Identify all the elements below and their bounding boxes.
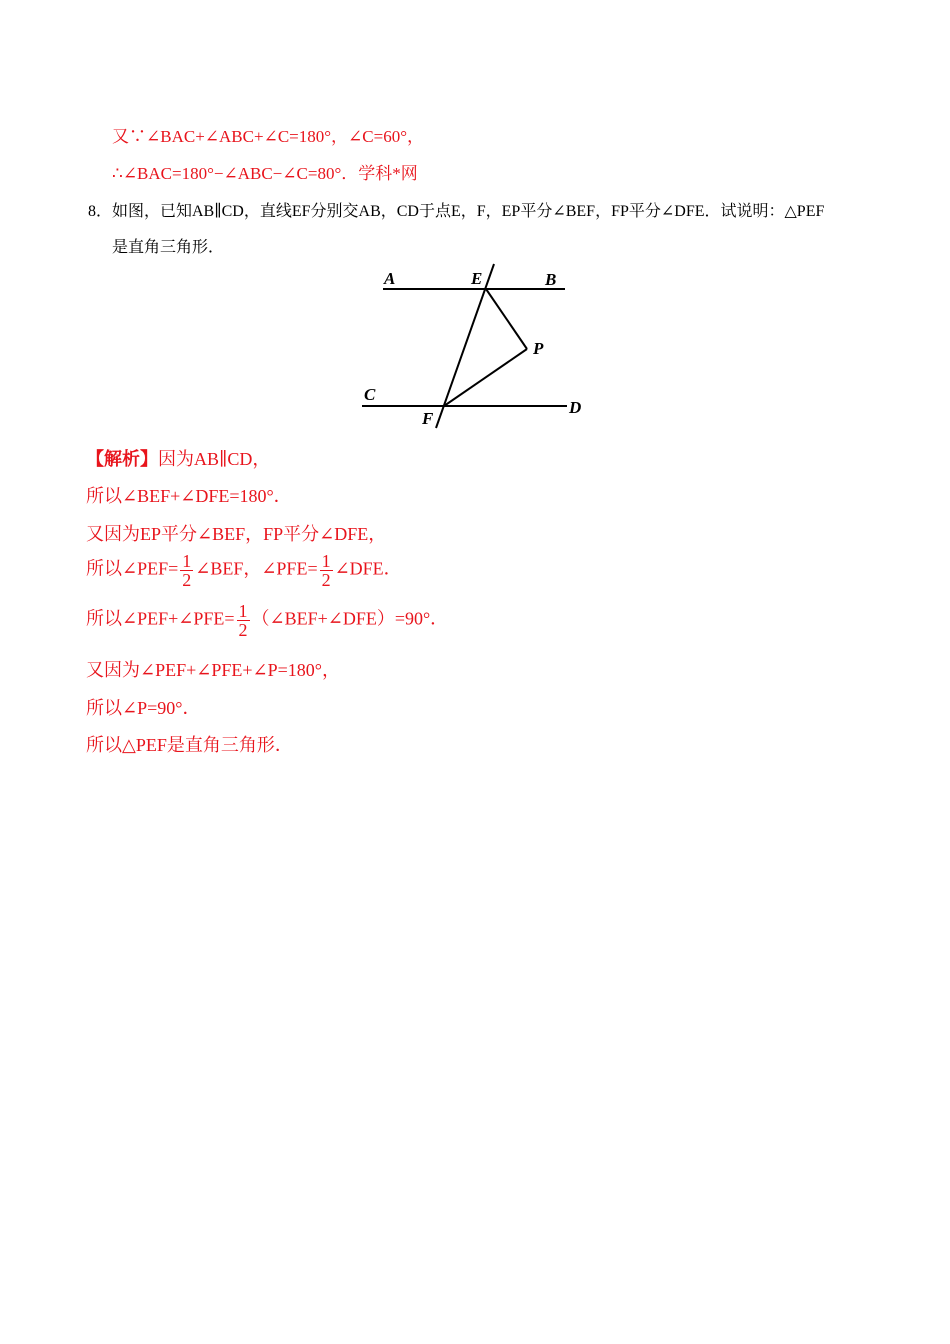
problem-statement-line-1: 如图，已知AB∥CD，直线EF分别交AB，CD于点E，F，EP平分∠BEF，FP平分∠DFE．试说明：△PEF (112, 203, 825, 220)
label-c: C (364, 385, 376, 404)
solution-text-4b: ∠BEF，∠PFE= (195, 558, 318, 579)
label-a: A (384, 269, 396, 288)
solution-text-5a: 所以∠PEF+∠PFE= (86, 608, 235, 629)
segment-ep (486, 289, 527, 349)
label-p: P (533, 339, 544, 358)
solution-line-2: 所以∠BEF+∠DFE=180°． (86, 486, 292, 506)
geometry-figure (355, 258, 595, 434)
solution-line-5 (86, 602, 448, 639)
label-d: D (569, 398, 582, 417)
fraction-half: $\frac{1}{2}$ (238, 601, 248, 640)
solution-text-4a: 所以∠PEF= (86, 558, 179, 579)
solution-line-3: 又因为EP平分∠BEF，FP平分∠DFE， (86, 524, 387, 544)
solution-line-8: 所以△PEF是直角三角形． (86, 735, 293, 755)
prev-answer-line-1: 又∵∠BAC+∠ABC+∠C=180°，∠C=60°， (112, 127, 425, 146)
solution-line-1 (86, 445, 270, 471)
solution-text-1: 因为AB∥CD， (158, 449, 271, 469)
solution-text-4c: ∠DFE． (334, 558, 402, 579)
solution-line-6: 又因为∠PEF+∠PFE+∠P=180°， (86, 660, 340, 680)
prev-answer-line-2: ∴∠BAC=180°−∠ABC−∠C=80°．学科*网 (112, 164, 418, 183)
solution-tag: 【解析】 (86, 449, 158, 469)
solution-line-4 (86, 552, 402, 589)
segment-fp (444, 349, 527, 406)
label-b: B (545, 270, 557, 289)
solution-line-7: 所以∠P=90°． (86, 698, 201, 718)
problem-statement-line-2: 是直角三角形． (112, 239, 225, 256)
label-e: E (471, 269, 483, 288)
fraction-half: $\frac{1}{2}$ (182, 551, 192, 590)
solution-text-5b: （∠BEF+∠DFE）=90°． (251, 608, 449, 629)
label-f: F (422, 409, 434, 428)
problem-number: 8． (88, 203, 113, 220)
fraction-half: $\frac{1}{2}$ (321, 551, 331, 590)
